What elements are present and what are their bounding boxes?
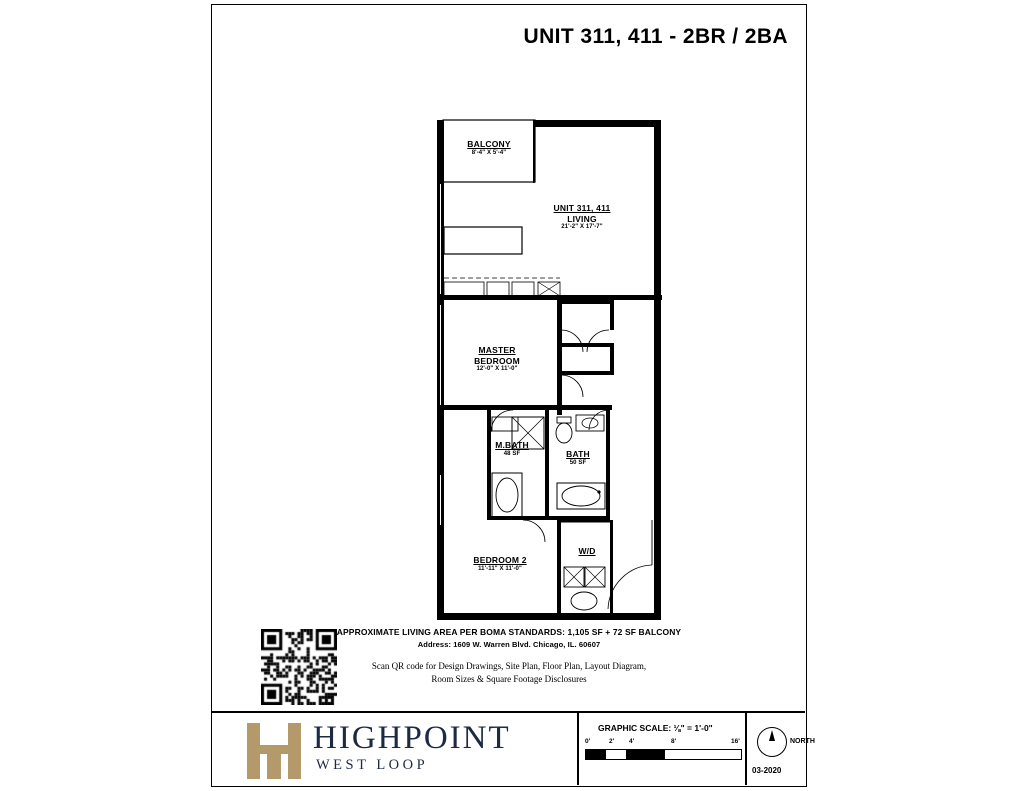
room-name: MASTER [478,345,516,355]
room-label-bedroom-2 [445,555,555,573]
room-name: UNIT 311, 411 [553,203,611,213]
living-area-note: APPROXIMATE LIVING AREA PER BOMA STANDARDS: 1,105 SF + 72 SF BALCONY [336,627,682,637]
scale-tick: 2' [609,738,615,745]
brand-name: HIGHPOINT [313,720,511,756]
room-name: BATH [566,449,590,459]
page-title: UNIT 311, 411 - 2BR / 2BA [523,25,788,48]
room-name-secondary: BEDROOM [474,355,520,366]
scale-segment [586,750,606,759]
north-label: NORTH [790,738,815,745]
scale-tick: 4' [629,738,635,745]
room-label-washer-dryer [562,546,612,557]
room-dimension: 12'-0" X 11'-0" [476,366,518,373]
graphic-scale-ticks [585,738,745,748]
qr-note-line-1: Scan QR code for Design Drawings, Site Plan, Floor Plan, Layout Diagram, [371,661,647,671]
room-label-master-bedroom [438,345,556,374]
room-label-bath [549,449,607,467]
scale-tick: 8' [671,738,677,745]
room-label-living [512,203,652,232]
room-label-balcony [443,139,535,157]
room-name: BEDROOM 2 [473,555,527,565]
scale-segment [606,750,626,759]
room-dimension: 8'-4" X 5'-4" [471,149,507,156]
room-name: W/D [578,546,596,556]
room-label-master-bath [478,440,546,458]
graphic-scale-bar [585,749,742,760]
room-dimension: 21'-2" X 17'-7" [561,224,603,231]
room-dimension: 11'-11" X 11'-0" [478,565,522,572]
brand-subtitle: WEST LOOP [316,757,429,773]
scale-tick: 0' [585,738,591,745]
room-name: BALCONY [467,139,511,149]
north-arrow-icon [757,727,787,757]
titleblock-divider-2 [745,711,747,785]
drawing-date: 03-2020 [752,766,782,775]
room-dimension: 50 SF [569,459,587,466]
scale-segment [665,750,741,759]
titleblock-top-rule [212,711,805,713]
graphic-scale-label: GRAPHIC SCALE: ⅛" = 1'-0" [598,723,713,733]
scale-segment [626,750,665,759]
qr-note-line-2: Room Sizes & Square Footage Disclosures [431,674,587,684]
drawing-sheet [211,4,815,787]
qr-code[interactable] [261,629,337,705]
room-name-secondary: LIVING [567,213,597,224]
highpoint-logo-mark [245,721,309,781]
titleblock-divider-1 [577,711,579,785]
room-name: M.BATH [495,440,529,450]
scale-tick: 16' [731,738,740,745]
address-note: Address: 1609 W. Warren Blvd. Chicago, IL. 60607 [417,640,601,649]
north-needle [769,730,775,741]
north-needle-tail [769,743,775,754]
room-dimension: 48 SF [503,450,521,457]
